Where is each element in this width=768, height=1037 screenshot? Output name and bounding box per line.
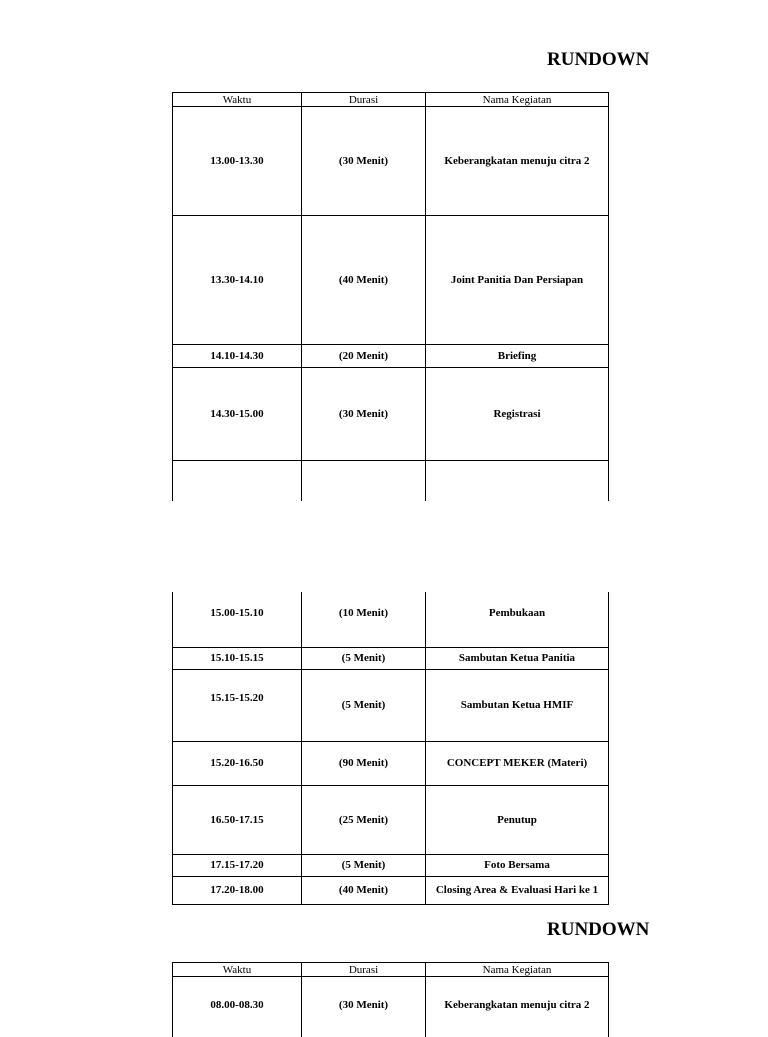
cell-waktu xyxy=(173,592,302,647)
table-row xyxy=(173,107,609,216)
cell-kegiatan xyxy=(426,461,609,501)
schedule-table-day1-part1 xyxy=(172,92,609,501)
table-row xyxy=(173,785,609,854)
cell-durasi: (90 Menit) xyxy=(302,741,426,785)
cell-text: Pembukaan xyxy=(488,607,546,620)
cell-kegiatan: CONCEPT MEKER (Materi) xyxy=(426,741,609,785)
header-waktu: Waktu xyxy=(173,963,302,977)
cell-kegiatan: Sambutan Ketua HMIF xyxy=(426,669,609,741)
schedule-section-day1-part1 xyxy=(0,0,650,486)
header-waktu: Waktu xyxy=(173,93,302,107)
cell-durasi: (5 Menit) xyxy=(302,854,426,876)
page-title: RUNDOWN xyxy=(547,49,650,70)
cell-text: 15.00-15.10 xyxy=(210,607,264,620)
cell-waktu: 13.00-13.30 xyxy=(173,107,302,216)
table-row xyxy=(173,592,609,647)
cell-waktu: 15.15-15.20 xyxy=(173,669,302,741)
page-title-day2: RUNDOWN xyxy=(547,919,650,940)
schedule-table-day1-part2 xyxy=(172,592,609,905)
cell-kegiatan: Keberangkatan menuju citra 2 xyxy=(426,977,609,1037)
cell-waktu: 13.30-14.10 xyxy=(173,216,302,345)
cell-durasi: (40 Menit) xyxy=(302,876,426,904)
cell-durasi: (30 Menit) xyxy=(302,977,426,1037)
cell-waktu: 15.20-16.50 xyxy=(173,741,302,785)
cell-durasi xyxy=(302,592,426,647)
table-row xyxy=(173,216,609,345)
cell-waktu: 16.50-17.15 xyxy=(173,785,302,854)
cell-kegiatan: Foto Bersama xyxy=(426,854,609,876)
cell-waktu: 15.10-15.15 xyxy=(173,647,302,669)
header-durasi: Durasi xyxy=(302,963,426,977)
cell-durasi: (5 Menit) xyxy=(302,647,426,669)
table-row xyxy=(173,368,609,461)
table-row xyxy=(173,854,609,876)
cell-kegiatan: Briefing xyxy=(426,345,609,368)
table-row xyxy=(173,647,609,669)
cell-waktu: 14.30-15.00 xyxy=(173,368,302,461)
cell-durasi: (30 Menit) xyxy=(302,107,426,216)
cell-kegiatan: Joint Panitia Dan Persiapan xyxy=(426,216,609,345)
table-header-row xyxy=(173,93,609,107)
table-row xyxy=(173,741,609,785)
table-header-row xyxy=(173,963,609,977)
cell-kegiatan: Registrasi xyxy=(426,368,609,461)
schedule-table-day2 xyxy=(172,962,609,1037)
cell-kegiatan: Penutup xyxy=(426,785,609,854)
cell-kegiatan: Closing Area & Evaluasi Hari ke 1 xyxy=(426,876,609,904)
cell-durasi xyxy=(302,461,426,501)
header-nama-kegiatan: Nama Kegiatan xyxy=(426,93,609,107)
cell-durasi: (20 Menit) xyxy=(302,345,426,368)
cell-text: (10 Menit) xyxy=(338,607,389,620)
cell-durasi: (40 Menit) xyxy=(302,216,426,345)
cell-kegiatan: Sambutan Ketua Panitia xyxy=(426,647,609,669)
cell-waktu: 14.10-14.30 xyxy=(173,345,302,368)
cell-kegiatan xyxy=(426,592,609,647)
table-row xyxy=(173,669,609,741)
table-row xyxy=(173,345,609,368)
cell-waktu xyxy=(173,461,302,501)
schedule-section-day1-part2 xyxy=(0,592,608,912)
table-row xyxy=(173,876,609,904)
header-durasi: Durasi xyxy=(302,93,426,107)
table-row xyxy=(173,977,609,1037)
cell-kegiatan: Keberangkatan menuju citra 2 xyxy=(426,107,609,216)
table-row xyxy=(173,461,609,501)
header-nama-kegiatan: Nama Kegiatan xyxy=(426,963,609,977)
cell-durasi: (5 Menit) xyxy=(302,669,426,741)
cell-waktu: 08.00-08.30 xyxy=(173,977,302,1037)
schedule-section-day2 xyxy=(0,962,608,1024)
cell-waktu: 17.20-18.00 xyxy=(173,876,302,904)
cell-durasi: (30 Menit) xyxy=(302,368,426,461)
cell-durasi: (25 Menit) xyxy=(302,785,426,854)
cell-waktu: 17.15-17.20 xyxy=(173,854,302,876)
